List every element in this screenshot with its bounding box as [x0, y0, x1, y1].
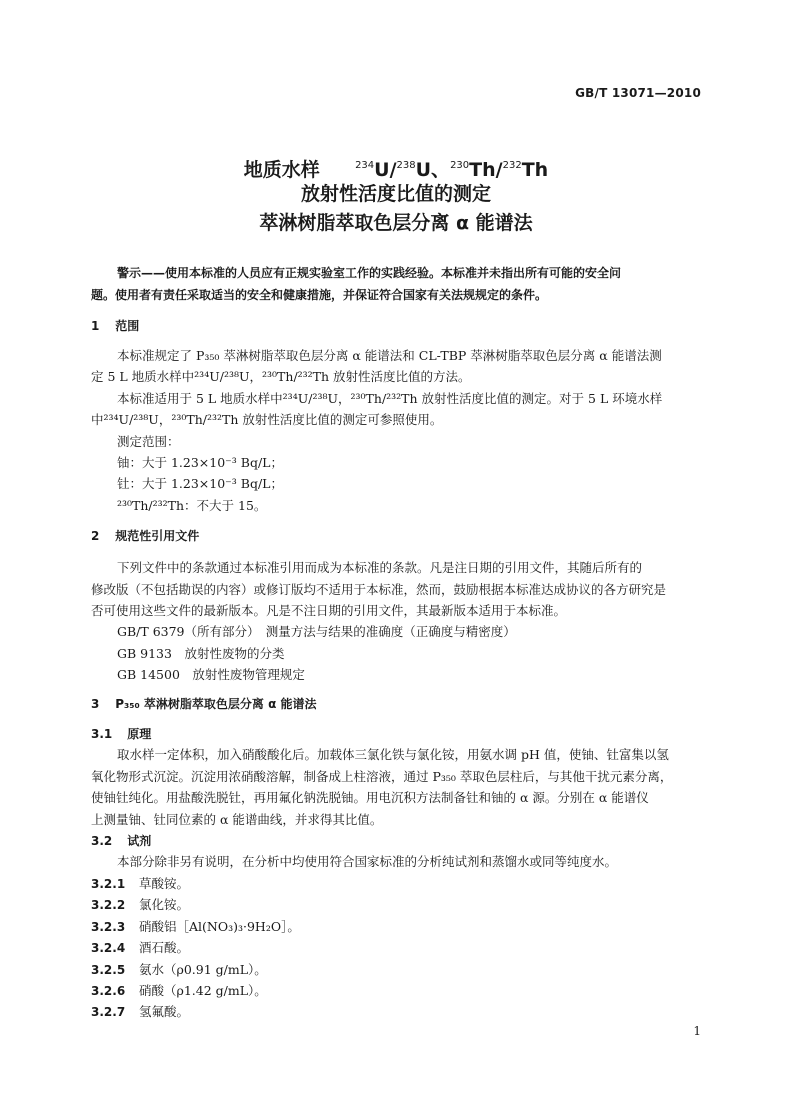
section-2-p-l2: 修改版（不包括勘误的内容）或修订版均不适用于本标准，然而，鼓励根据本标准达成协议的各方研究是 — [91, 582, 667, 597]
section-3-1-l1: 取水样一定体积，加入硝酸酸化后。加载体三氯化铁与氯化铵，用氨水调 pH 值，使铀、钍富集以氢 — [117, 747, 669, 762]
section-2-p-l1: 下列文件中的条款通过本标准引用而成为本标准的条款。凡是注日期的引用文件，其随后所有的 — [117, 560, 643, 575]
title-line-1: 地质水样 $^{234}$U/$^{238}$U、$^{230}$Th/$^{232}$Th — [243, 159, 549, 181]
reagent-item: 3.2.5 氨水（ρ0.91 g/mL）。 — [91, 962, 267, 977]
reagent-item: 3.2.1 草酸铵。 — [91, 876, 190, 891]
section-3-2-p: 本部分除非另有说明，在分析中均使用符合国家标准的分析纯试剂和蒸馏水或同等纯度水。 — [117, 854, 618, 869]
section-1-heading: 1 范围 — [91, 319, 140, 333]
section-3-1-heading: 3.1 原理 — [91, 727, 152, 741]
standard-number: GB/T 13071—2010 — [575, 86, 701, 100]
reagent-item: 3.2.7 氢氟酸。 — [91, 1004, 190, 1019]
section-3-heading: 3 P₃₅₀ 萃淋树脂萃取色层分离 α 能谱法 — [91, 697, 317, 711]
reference-3: GB 14500 放射性废物管理规定 — [117, 667, 305, 682]
reagent-item: 3.2.2 氯化铵。 — [91, 897, 190, 912]
reagent-item: 3.2.3 硝酸铝［Al(NO₃)₃·9H₂O］。 — [91, 919, 300, 934]
section-2-heading: 2 规范性引用文件 — [91, 529, 200, 543]
section-1-p1-l1: 本标准规定了 P₃₅₀ 萃淋树脂萃取色层分离 α 能谱法和 CL-TBP 萃淋树脂萃取色层分离 α 能谱法测 — [117, 348, 662, 363]
section-3-1-l2: 氧化物形式沉淀。沉淀用浓硝酸溶解，制备成上柱溶液，通过 P₃₅₀ 萃取色层柱后，与其他干扰元素分离， — [91, 769, 673, 784]
reagent-item: 3.2.4 酒石酸。 — [91, 940, 190, 955]
reagent-item: 3.2.6 硝酸（ρ1.42 g/mL）。 — [91, 983, 267, 998]
section-1-p2-l1: 本标准适用于 5 L 地质水样中²³⁴U/²³⁸U，²³⁰Th/²³²Th 放射性活度比值的测定。对于 5 L 环境水样 — [117, 391, 663, 406]
reference-1: GB/T 6379（所有部分） 测量方法与结果的准确度（正确度与精密度） — [117, 624, 516, 639]
range-label: 测定范围： — [117, 434, 180, 449]
title-line-3: 萃淋树脂萃取色层分离 α 能谱法 — [259, 212, 533, 234]
warning-line-1: 警示——使用本标准的人员应有正规实验室工作的实践经验。本标准并未指出所有可能的安全问 — [117, 266, 622, 280]
section-1-p1-l2: 定 5 L 地质水样中²³⁴U/²³⁸U，²³⁰Th/²³²Th 放射性活度比值的方法。 — [91, 369, 471, 384]
warning-line-2: 题。使用者有责任采取适当的安全和健康措施，并保证符合国家有关法规规定的条件。 — [91, 288, 548, 302]
range-uranium: 铀：大于 1.23×10⁻³ Bq/L； — [117, 455, 283, 470]
section-3-1-l3: 使铀钍纯化。用盐酸洗脱钍，再用氟化钠洗脱铀。用电沉积方法制备钍和铀的 α 源。分别在 α 能谱仪 — [91, 790, 649, 805]
page-number: 1 — [693, 1024, 701, 1038]
section-3-1-l4: 上测量铀、钍同位素的 α 能谱曲线，并求得其比值。 — [91, 812, 383, 827]
section-2-p-l3: 否可使用这些文件的最新版本。凡是不注日期的引用文件，其最新版本适用于本标准。 — [91, 603, 567, 618]
section-3-2-heading: 3.2 试剂 — [91, 834, 152, 848]
title-line-2: 放射性活度比值的测定 — [300, 183, 491, 205]
reference-2: GB 9133 放射性废物的分类 — [117, 646, 285, 661]
section-1-p2-l2: 中²³⁴U/²³⁸U，²³⁰Th/²³²Th 放射性活度比值的测定可参照使用。 — [91, 412, 443, 427]
range-thorium: 钍：大于 1.23×10⁻³ Bq/L； — [117, 476, 283, 491]
range-ratio: ²³⁰Th/²³²Th：不大于 15。 — [117, 498, 267, 513]
